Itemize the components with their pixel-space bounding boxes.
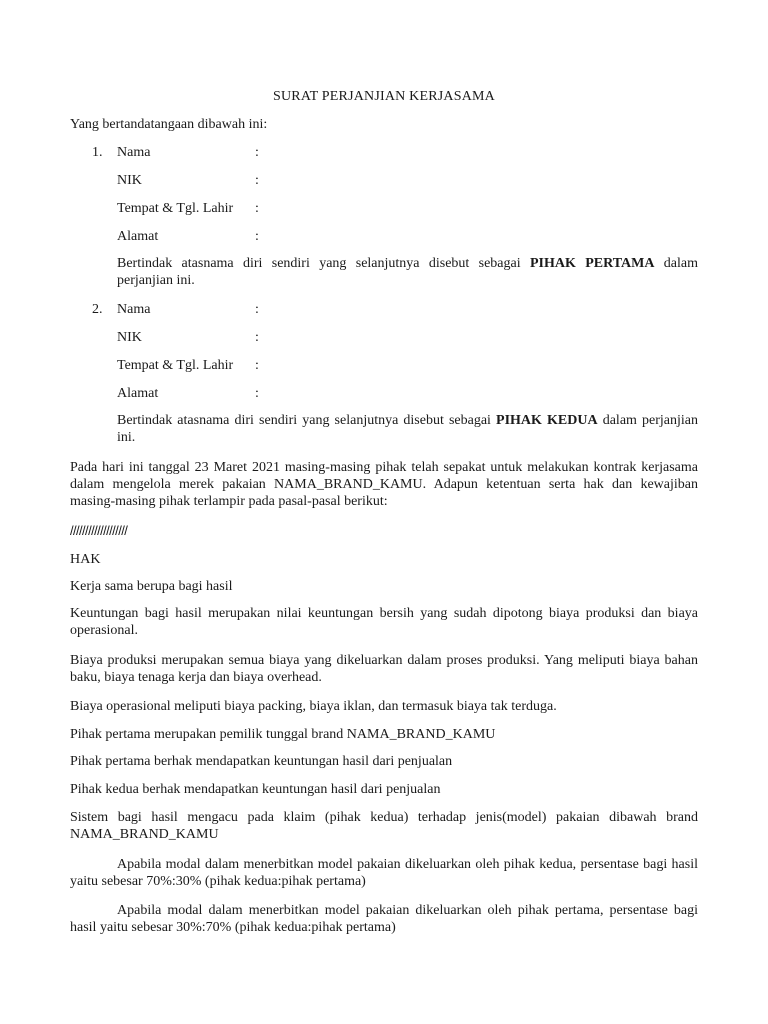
party-2-nik-colon: :	[255, 330, 259, 345]
agreement-paragraph: Pada hari ini tanggal 23 Maret 2021 masing-masing pihak telah sepakat untuk melakukan kontrak kerjasama dalam mengelola merek pakaian NAMA_BRAND_KAMU. Adapun ketentuan serta hak dan kewajiban masing-masing pihak terlampir pada pasal-pasal berikut:	[70, 460, 698, 509]
clause-6: Pihak pertama berhak mendapatkan keuntungan hasil dari penjualan	[70, 754, 453, 769]
clause-2: Keuntungan bagi hasil merupakan nilai keuntungan bersih yang sudah dipotong biaya produksi dan biaya operasional.	[70, 606, 698, 638]
party-1-birth-colon: :	[255, 201, 259, 216]
party-2-name-colon: :	[255, 302, 259, 317]
party-1-role: PIHAK PERTAMA	[529, 256, 655, 271]
party-1-statement: Bertindak atasnama diri sendiri yang selanjutnya disebut sebagai PIHAK PERTAMA dalam perjanjian ini.	[117, 256, 699, 288]
party-1-address-label: Alamat	[117, 229, 159, 244]
party-1-name-colon: :	[255, 145, 259, 160]
party-2-number: 2.	[92, 302, 103, 317]
intro-text: Yang bertandatangaan dibawah ini:	[70, 117, 268, 132]
party-2-nik-label: NIK	[117, 330, 142, 345]
sub-clause-1: Apabila modal dalam menerbitkan model pakaian dikeluarkan oleh pihak kedua, persentase bagi hasil yaitu sebesar 70%:30% (pihak kedua:pihak pertama)	[70, 857, 698, 889]
party-2-name-label: Nama	[117, 302, 151, 317]
clause-5: Pihak pertama merupakan pemilik tunggal brand NAMA_BRAND_KAMU	[70, 727, 496, 742]
clause-7: Pihak kedua berhak mendapatkan keuntungan hasil dari penjualan	[70, 782, 441, 797]
clause-3: Biaya produksi merupakan semua biaya yang dikeluarkan dalam proses produksi. Yang meliputi biaya bahan baku, biaya tenaga kerja dan biaya overhead.	[70, 653, 698, 685]
party-1-name-label: Nama	[117, 145, 151, 160]
clause-1: Kerja sama berupa bagi hasil	[70, 579, 233, 594]
party-2-statement: Bertindak atasnama diri sendiri yang selanjutnya disebut sebagai PIHAK KEDUA dalam perjanjian ini.	[117, 413, 698, 445]
clause-4: Biaya operasional meliputi biaya packing, biaya iklan, dan termasuk biaya tak terduga.	[70, 699, 557, 714]
party-1-birth-label: Tempat & Tgl. Lahir	[117, 201, 234, 216]
party-1-nik-label: NIK	[117, 173, 142, 188]
party-2-role: PIHAK KEDUA	[496, 413, 598, 428]
party-1-number: 1.	[92, 145, 103, 160]
separator-line: ///////////////////	[70, 523, 128, 538]
section-heading: HAK	[70, 552, 101, 567]
party-2-birth-label: Tempat & Tgl. Lahir	[117, 358, 234, 373]
clause-8: Sistem bagi hasil mengacu pada klaim (pihak kedua) terhadap jenis(model) pakaian dibawah brand NAMA_BRAND_KAMU	[70, 810, 698, 842]
sub-clause-2: Apabila modal dalam menerbitkan model pakaian dikeluarkan oleh pihak pertama, persentase bagi hasil yaitu sebesar 30%:70% (pihak kedua:pihak pertama)	[70, 903, 698, 935]
party-1-address-colon: :	[255, 229, 259, 244]
document-title: SURAT PERJANJIAN KERJASAMA	[273, 89, 495, 104]
party-1-nik-colon: :	[255, 173, 259, 188]
party-2-address-label: Alamat	[117, 386, 159, 401]
party-2-address-colon: :	[255, 386, 259, 401]
party-2-birth-colon: :	[255, 358, 259, 373]
